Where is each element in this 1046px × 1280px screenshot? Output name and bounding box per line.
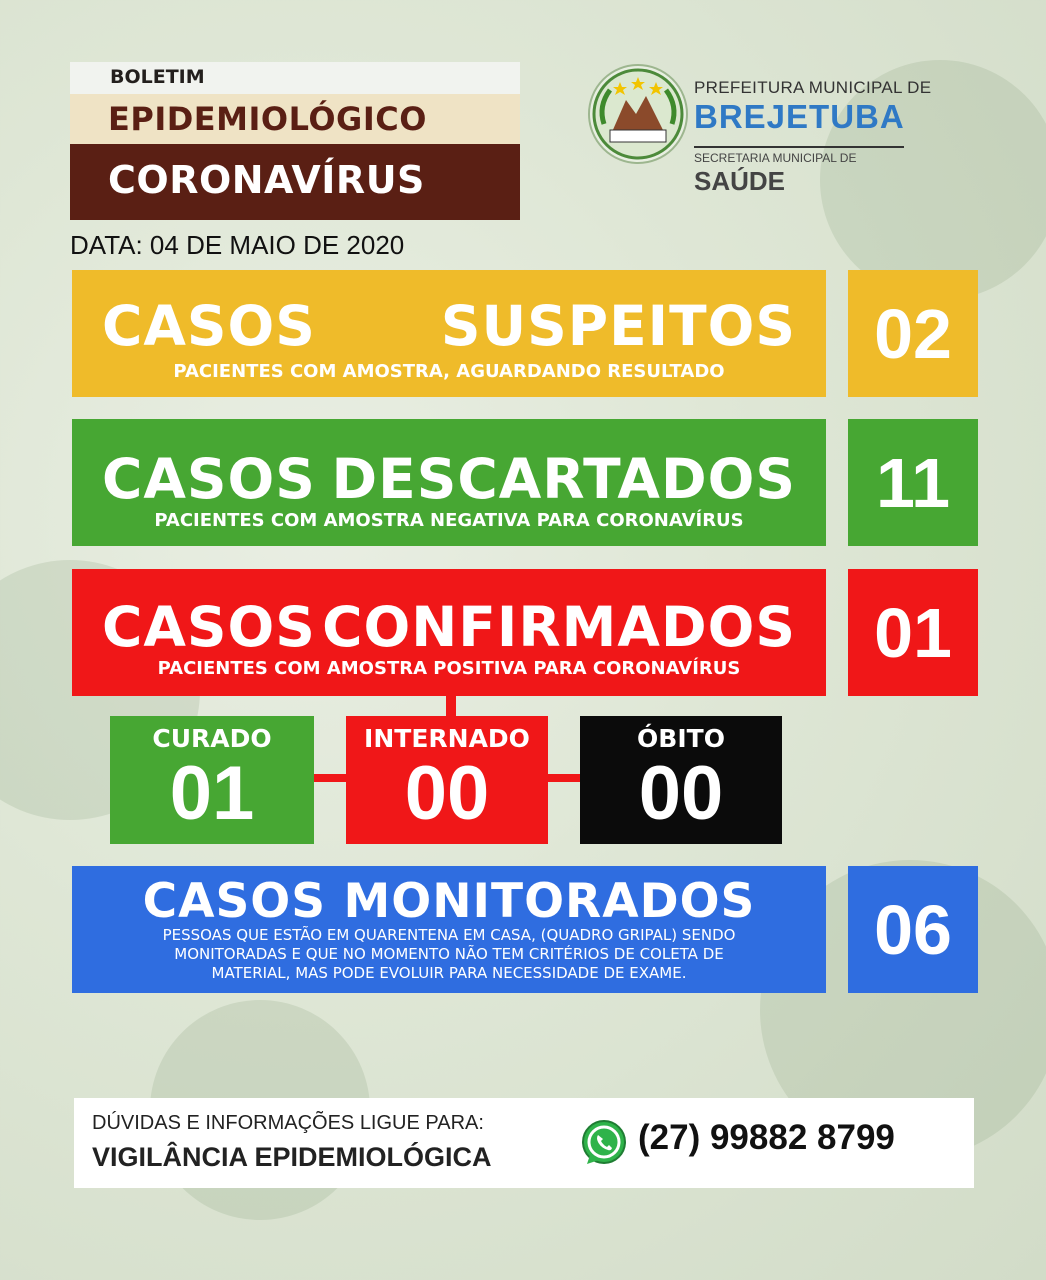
casos-suspeitos-title xyxy=(102,294,796,358)
connector-line xyxy=(546,774,582,782)
whatsapp-icon xyxy=(579,1118,629,1168)
casos-confirmados-count: 01 xyxy=(848,569,978,696)
casos-monitorados-description xyxy=(102,926,796,983)
connector-line xyxy=(446,696,456,718)
title-word-descartados: DESCARTADOS xyxy=(331,447,796,511)
casos-suspeitos-panel xyxy=(72,270,826,397)
curado-label: CURADO xyxy=(152,724,272,753)
casos-confirmados-title xyxy=(102,595,796,659)
casos-suspeitos-subtitle: PACIENTES COM AMOSTRA, AGUARDANDO RESULTADO xyxy=(173,361,725,382)
header-epidemiologico-bar xyxy=(70,94,520,144)
casos-descartados-subtitle: PACIENTES COM AMOSTRA NEGATIVA PARA CORONAVÍRUS xyxy=(154,510,744,531)
header-coronavirus-bar xyxy=(70,144,520,220)
internado-count: 00 xyxy=(404,751,490,836)
casos-confirmados-subtitle: PACIENTES COM AMOSTRA POSITIVA PARA CORONAVÍRUS xyxy=(157,658,741,679)
obito-count: 00 xyxy=(638,751,724,836)
curado-count: 01 xyxy=(169,751,255,836)
casos-descartados-title xyxy=(102,447,796,511)
casos-descartados-panel xyxy=(72,419,826,546)
casos-descartados-count: 11 xyxy=(848,419,978,546)
header-coronavirus-text: CORONAVÍRUS xyxy=(108,158,425,202)
title-word-casos: CASOS xyxy=(102,294,316,358)
connector-line xyxy=(314,774,348,782)
casos-confirmados-panel xyxy=(72,569,826,696)
contact-department: VIGILÂNCIA EPIDEMIOLÓGICA xyxy=(92,1142,492,1172)
internado-label: INTERNADO xyxy=(364,724,530,753)
title-word-casos: CASOS xyxy=(102,595,316,659)
casos-monitorados-count: 06 xyxy=(848,866,978,993)
logo-divider xyxy=(694,146,904,148)
city-name: BREJETUBA xyxy=(694,98,905,135)
contact-phone-number[interactable]: (27) 99882 8799 xyxy=(638,1118,895,1157)
casos-monitorados-panel xyxy=(72,866,826,993)
casos-suspeitos-count: 02 xyxy=(848,270,978,397)
title-word-confirmados: CONFIRMADOS xyxy=(322,595,796,659)
obito-label: ÓBITO xyxy=(637,724,725,753)
city-seal-logo xyxy=(588,64,688,164)
title-word-casos: CASOS xyxy=(102,447,316,511)
description-line: MONITORADAS E QUE NO MOMENTO NÃO TEM CRITÉRIOS DE COLETA DE xyxy=(174,945,724,963)
header-epidemiologico-text: EPIDEMIOLÓGICO xyxy=(108,100,427,138)
internado-box xyxy=(346,716,548,844)
header-boletim-text: BOLETIM xyxy=(110,66,205,88)
prefeitura-label: PREFEITURA MUNICIPAL DE xyxy=(694,78,932,97)
saude-label: SAÚDE xyxy=(694,166,786,196)
report-date: DATA: 04 DE MAIO DE 2020 xyxy=(70,230,405,260)
obito-box xyxy=(580,716,782,844)
casos-monitorados-title: CASOS MONITORADOS xyxy=(142,874,756,929)
header-boletim-bar xyxy=(70,62,520,94)
title-word-suspeitos: SUSPEITOS xyxy=(440,294,796,358)
description-line: MATERIAL, MAS PODE EVOLUIR PARA NECESSIDADE DE EXAME. xyxy=(211,964,687,982)
city-seal-icon xyxy=(590,66,686,162)
secretaria-label: SECRETARIA MUNICIPAL DE xyxy=(694,151,857,165)
contact-footer xyxy=(74,1098,974,1188)
curado-box xyxy=(110,716,314,844)
contact-prompt: DÚVIDAS E INFORMAÇÕES LIGUE PARA: xyxy=(92,1112,484,1134)
description-line: PESSOAS QUE ESTÃO EM QUARENTENA EM CASA, (QUADRO GRIPAL) SENDO xyxy=(162,926,736,944)
